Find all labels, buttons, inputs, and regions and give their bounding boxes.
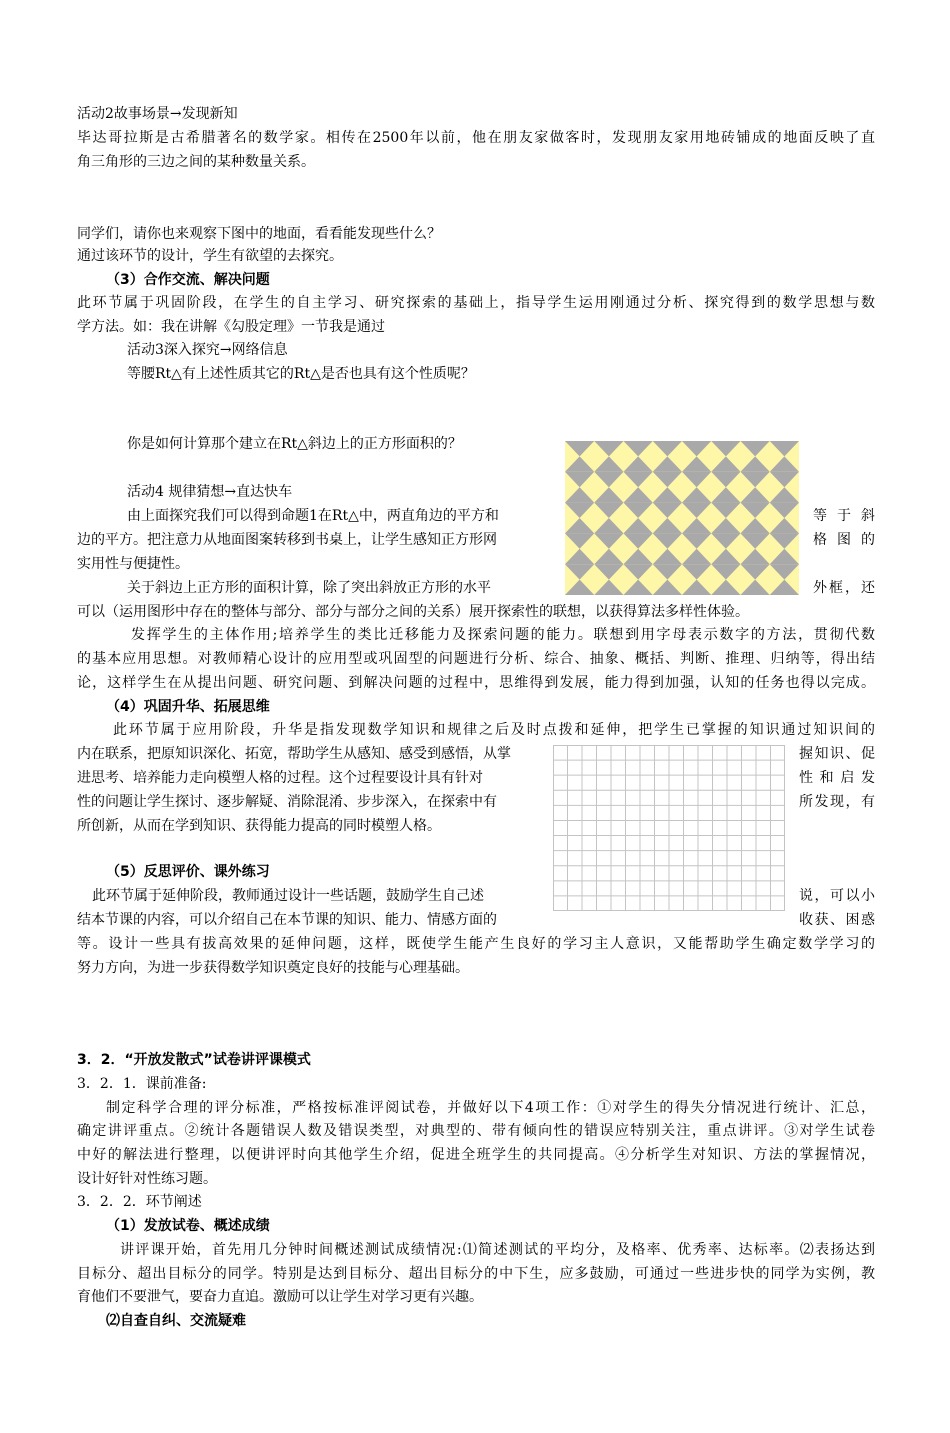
activity4-line-left: 关于斜边上正方形的面积计算，除了突出斜放正方形的水平 [127,580,491,596]
section5-line-left: 结本节课的内容，可以介绍自己在本节课的知识、能力、情感方面的 [77,912,497,928]
area-question: 你是如何计算那个建立在Rt△斜边上的正方形面积的？ [127,436,462,452]
section5-line-right: 说，可以小 [799,888,875,904]
step1-line: 目标分、超出目标分的同学。特别是达到目标分、超出目标分的中下生，应多鼓励，可通过一些进步快的同学为实例，教 [77,1266,875,1282]
section4-line-left: 进思考、培养能力走向模塑人格的过程。这个过程要设计具有针对 [77,770,483,786]
activity4-line-left: 边的平方。把注意力从地面图案转移到书桌上，让学生感知正方形网 [77,532,497,548]
section4-heading: （4）巩固升华、拓展思维 [106,699,270,715]
section-3-2-2-heading: 3．2．2．环节阐述 [77,1194,202,1210]
section4-line-left: 内在联系，把原知识深化、拓宽，帮助学生从感知、感受到感悟，从掌 [77,746,511,762]
activity2-paragraph-line: 角三角形的三边之间的某种数量关系。 [77,154,315,170]
section3-heading: （3）合作交流、解决问题 [106,272,270,288]
section5-heading: （5）反思评价、课外练习 [106,864,270,880]
square-grid-figure [553,745,785,911]
activity2-title: 活动2故事场景→发现新知 [77,106,238,122]
section4-line-right: 所发现，有 [799,794,875,810]
activity2-question: 同学们，请你也来观察下图中的地面，看看能发现些什么？ [77,226,441,242]
tile-background [565,441,799,595]
activity4-title: 活动4 规律猜想→直达快车 [127,484,293,500]
section4-line-left: 性的问题让学生探讨、逐步解疑、消除混淆、步步深入，在探索中有 [77,794,497,810]
activity3-question: 等腰Rt△有上述性质其它的Rt△是否也具有这个性质呢？ [127,366,475,382]
activity2-paragraph-line: 毕达哥拉斯是古希腊著名的数学家。相传在2500年以前，他在朋友家做客时，发现朋友家用地砖铺成的地面反映了直 [77,130,875,146]
activity4-line: 论，这样学生在从提出问题、研究问题、到解决问题的过程中，思维得到发展，能力得到加强，认知的任务也得以完成。 [77,675,875,691]
activity4-line-right: 格图的 [813,532,875,548]
step1-heading: （1）发放试卷、概述成绩 [106,1218,270,1234]
section4-line-right: 握知识、促 [799,746,875,762]
section5-line: 努力方向，为进一步获得数学知识奠定良好的技能与心理基础。 [77,960,469,976]
section-3-2-1-line: 中好的解法进行整理，以便讲评时向其他学生介绍，促进全班学生的共同提高。④分析学生对知识、方法的掌握情况， [77,1147,875,1163]
section-3-2-1-line: 设计好针对性练习题。 [77,1171,217,1187]
section3-paragraph-line: 此环节属于巩固阶段，在学生的自主学习、研究探索的基础上，指导学生运用刚通过分析、探究得到的数学思想与数 [77,295,875,311]
activity3-title: 活动3深入探究→网络信息 [127,342,288,358]
step2-heading: ⑵自查自纠、交流疑难 [106,1313,246,1329]
section4-line: 所创新，从而在学到知识、获得能力提高的同时模塑人格。 [77,818,441,834]
section-3-2-1-line: 制定科学合理的评分标准，严格按标准评阅试卷，并做好以下4项工作：①对学生的得失分情况进行统计、汇总， [106,1100,875,1116]
activity4-line: 发挥学生的主体作用;培养学生的类比迁移能力及探索问题的能力。联想到用字母表示数字的方法，贯彻代数 [131,627,875,643]
section3-paragraph-line: 学方法。如：我在讲解《勾股定理》一节我是通过 [77,319,385,335]
activity4-line: 的基本应用思想。对教师精心设计的应用型或巩固型的问题进行分析、综合、抽象、概括、判断、推理、归纳等，得出结 [77,651,875,667]
activity4-line-left: 由上面探究我们可以得到命题1在Rt△中，两直角边的平方和 [127,508,499,524]
section-3-2-1-heading: 3．2．1．课前准备: [77,1076,207,1092]
section5-line: 等。设计一些具有拔高效果的延伸问题，这样，既使学生能产生良好的学习主人意识，又能帮助学生确定数学学习的 [77,936,875,952]
activity2-note: 通过该环节的设计，学生有欲望的去探究。 [77,248,343,264]
activity4-line: 实用性与便捷性。 [77,556,189,572]
section5-line-right: 收获、困惑 [799,912,875,928]
activity4-line-right: 等于斜 [813,508,875,524]
triangle-tile-pattern-figure [565,441,799,595]
section4-line-right: 性和启发 [799,770,875,786]
step1-line: 育他们不要泄气，要奋力直追。激励可以让学生对学习更有兴趣。 [77,1289,483,1305]
section4-line: 此环节属于应用阶段，升华是指发现数学知识和规律之后及时点拨和延伸，把学生已掌握的知识通过知识间的 [113,722,875,738]
section-3-2-heading: 3．2．“开放发散式”试卷讲评课模式 [77,1052,311,1068]
activity4-line: 可以（运用图形中存在的整体与部分、部分与部分之间的关系）展开探索性的联想，以获得算法多样性体验。 [77,604,749,620]
step1-line: 讲评课开始，首先用几分钟时间概述测试成绩情况:⑴简述测试的平均分，及格率、优秀率、达标率。⑵表扬达到 [120,1242,875,1258]
activity4-line-right: 外框，还 [813,580,875,596]
section5-line-left: 此环节属于延伸阶段，教师通过设计一些话题，鼓励学生自己述 [92,888,484,904]
section-3-2-1-line: 确定讲评重点。②统计各题错误人数及错误类型，对典型的、带有倾向性的错误应特别关注，重点讲评。③对学生试卷 [77,1123,875,1139]
